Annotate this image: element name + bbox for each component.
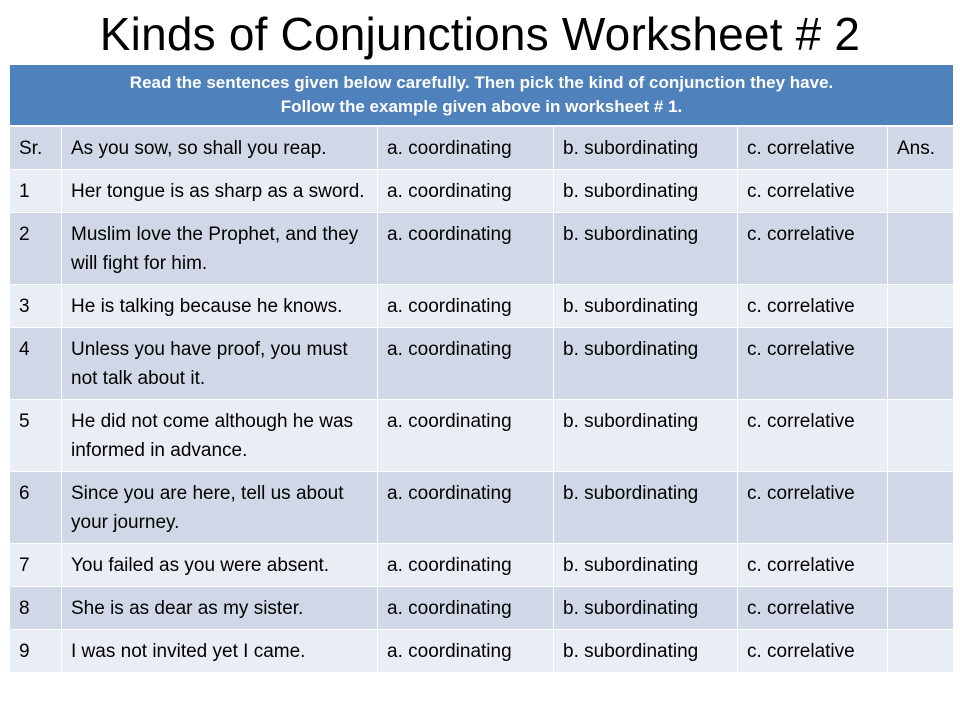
option-b-cell: b. subordinating (554, 630, 738, 673)
option-b-cell: b. subordinating (554, 126, 738, 170)
answer-cell[interactable] (888, 544, 954, 587)
option-a-cell: a. coordinating (378, 328, 554, 400)
sr-cell: 9 (10, 630, 62, 673)
sentence-cell: Unless you have proof, you must not talk about it. (62, 328, 378, 400)
answer-cell[interactable] (888, 213, 954, 285)
sentence-cell: Muslim love the Prophet, and they will fight for him. (62, 213, 378, 285)
instructions-line-2: Follow the example given above in worksheet # 1. (280, 97, 683, 116)
table-row (10, 170, 954, 213)
table-row (10, 630, 954, 673)
instructions-row (10, 65, 954, 127)
sr-cell: 5 (10, 400, 62, 472)
answer-cell[interactable] (888, 587, 954, 630)
worksheet-table (9, 64, 954, 673)
table-row (10, 213, 954, 285)
option-a-cell: a. coordinating (378, 587, 554, 630)
sr-cell: 8 (10, 587, 62, 630)
option-c-cell: c. correlative (738, 126, 888, 170)
sr-cell: 6 (10, 472, 62, 544)
option-c-cell: c. correlative (738, 630, 888, 673)
example-sentence-cell: As you sow, so shall you reap. (62, 126, 378, 170)
answer-cell[interactable] (888, 285, 954, 328)
table-row (10, 587, 954, 630)
option-c-cell: c. correlative (738, 472, 888, 544)
option-b-cell: b. subordinating (554, 328, 738, 400)
sr-cell: 4 (10, 328, 62, 400)
option-b-cell: b. subordinating (554, 400, 738, 472)
answer-cell[interactable] (888, 328, 954, 400)
option-b-cell: b. subordinating (554, 544, 738, 587)
option-b-cell: b. subordinating (554, 587, 738, 630)
table-row (10, 400, 954, 472)
sentence-cell: He is talking because he knows. (62, 285, 378, 328)
table-row (10, 285, 954, 328)
answer-cell[interactable] (888, 400, 954, 472)
instructions-line-1: Read the sentences given below carefully. Then pick the kind of conjunction they have. (129, 73, 834, 92)
sr-cell: 7 (10, 544, 62, 587)
sr-cell: 2 (10, 213, 62, 285)
table-row (10, 328, 954, 400)
option-a-cell: a. coordinating (378, 544, 554, 587)
option-c-cell: c. correlative (738, 544, 888, 587)
option-c-cell: c. correlative (738, 285, 888, 328)
answer-header-cell: Ans. (888, 126, 954, 170)
table-row (10, 472, 954, 544)
table-row (10, 544, 954, 587)
option-c-cell: c. correlative (738, 587, 888, 630)
option-a-cell: a. coordinating (378, 285, 554, 328)
option-c-cell: c. correlative (738, 328, 888, 400)
option-c-cell: c. correlative (738, 170, 888, 213)
answer-cell[interactable] (888, 472, 954, 544)
sr-cell: 3 (10, 285, 62, 328)
option-b-cell: b. subordinating (554, 285, 738, 328)
sentence-cell: You failed as you were absent. (62, 544, 378, 587)
answer-cell[interactable] (888, 630, 954, 673)
option-a-cell: a. coordinating (378, 213, 554, 285)
option-a-cell: a. coordinating (378, 472, 554, 544)
sentence-cell: Since you are here, tell us about your journey. (62, 472, 378, 544)
sentence-cell: I was not invited yet I came. (62, 630, 378, 673)
option-b-cell: b. subordinating (554, 213, 738, 285)
sentence-cell: She is as dear as my sister. (62, 587, 378, 630)
option-a-cell: a. coordinating (378, 126, 554, 170)
example-row (10, 126, 954, 170)
option-c-cell: c. correlative (738, 213, 888, 285)
page-title: Kinds of Conjunctions Worksheet # 2 (99, 8, 861, 60)
instructions-cell (10, 65, 954, 127)
option-b-cell: b. subordinating (554, 170, 738, 213)
sr-cell: 1 (10, 170, 62, 213)
option-a-cell: a. coordinating (378, 170, 554, 213)
sr-header-cell: Sr. (10, 126, 62, 170)
option-c-cell: c. correlative (738, 400, 888, 472)
sentence-cell: Her tongue is as sharp as a sword. (62, 170, 378, 213)
option-a-cell: a. coordinating (378, 400, 554, 472)
option-a-cell: a. coordinating (378, 630, 554, 673)
option-b-cell: b. subordinating (554, 472, 738, 544)
sentence-cell: He did not come although he was informed in advance. (62, 400, 378, 472)
answer-cell[interactable] (888, 170, 954, 213)
